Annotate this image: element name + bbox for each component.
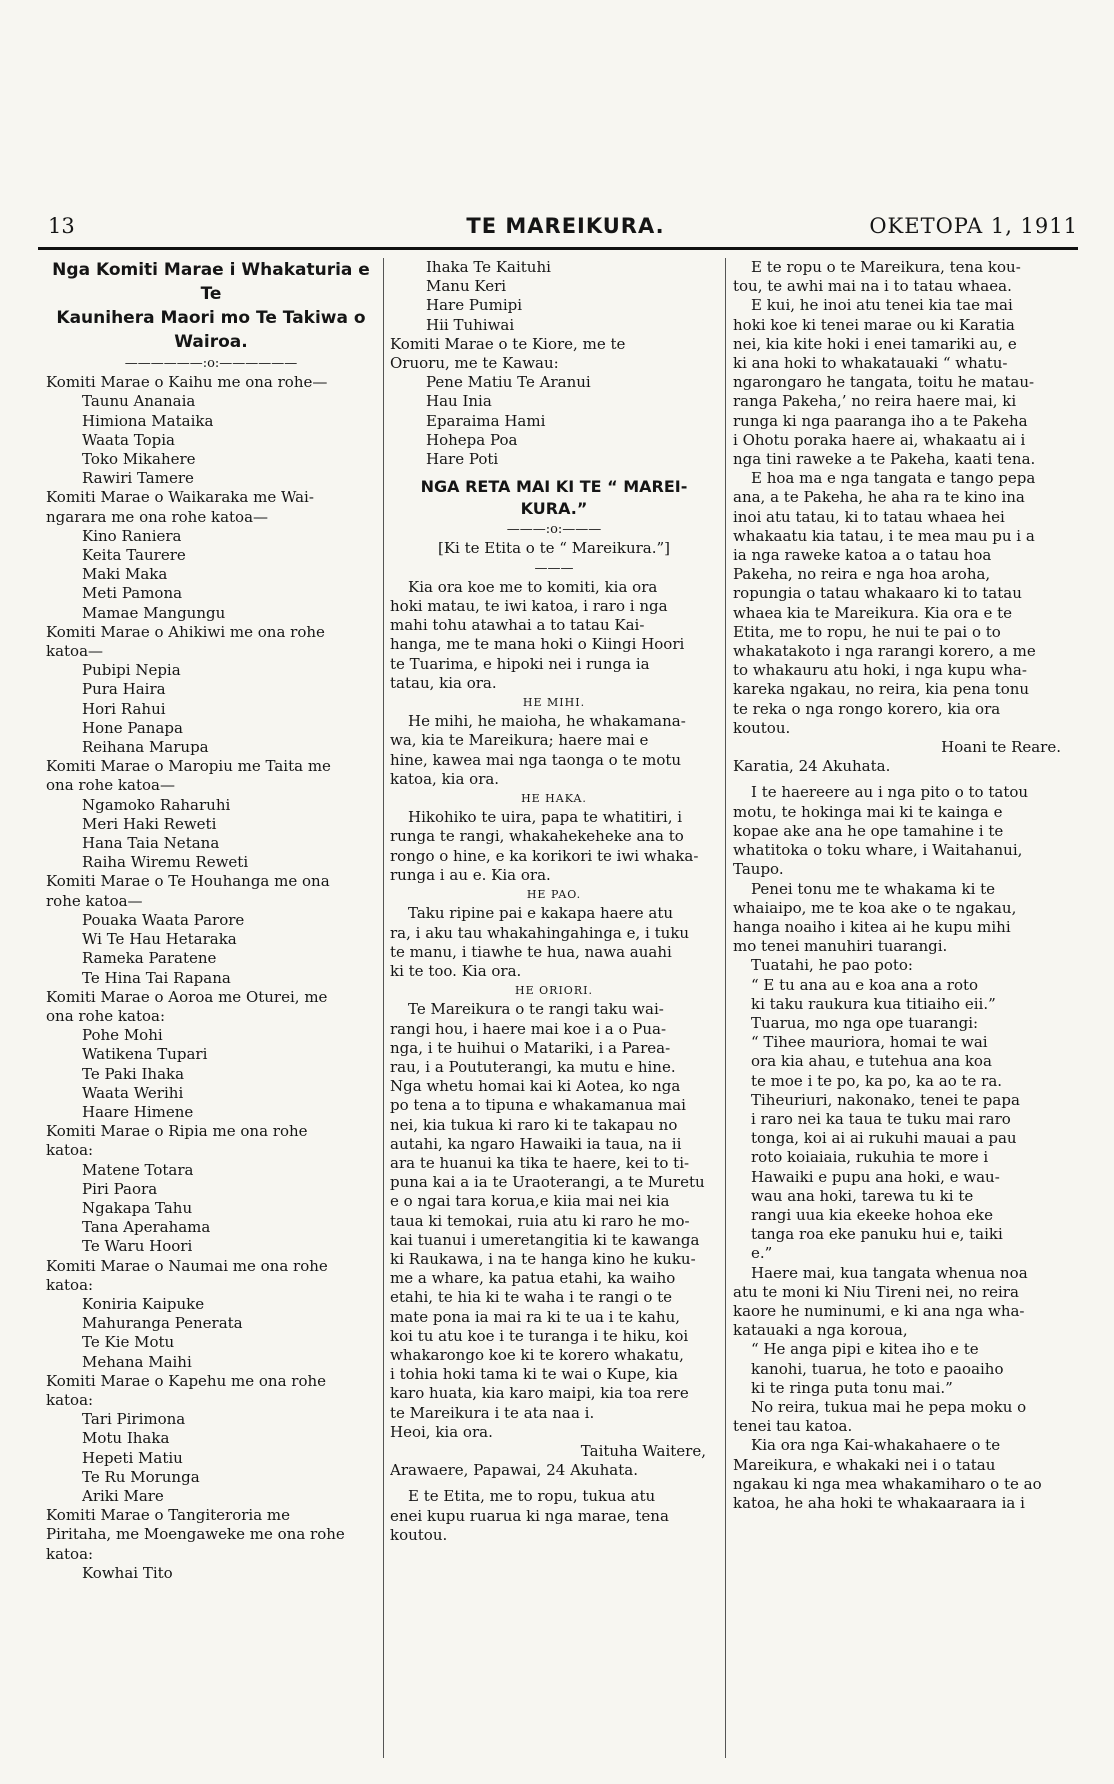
member-name: Te Kie Motu [82, 1333, 175, 1352]
committee-list [46, 373, 376, 1583]
committee-title: katoa: [46, 1390, 94, 1409]
letter-paragraph [733, 783, 1073, 879]
text-line: ranga Pakeha,’ no reira haere mai, ki [733, 392, 1017, 411]
text-line: mate pona ia mai ra ki te ua i te kahu, [390, 1307, 681, 1326]
separator: ———:o:——— [506, 522, 602, 538]
text-line: runga ki nga paaranga iho a te Pakeha [733, 411, 1028, 430]
text-line: I te haereere au i nga pito o to tatou [751, 783, 1029, 802]
committee-title: katoa: [46, 1275, 94, 1294]
column-2 [390, 258, 718, 1758]
editor-note: [Ki te Etita o te “ Mareikura.”] [437, 539, 671, 558]
member-name: Te Waru Hoori [82, 1237, 193, 1256]
quoted-verse [733, 976, 1073, 1014]
text-line: ki taku raukura kua titiaiho eii.” [751, 994, 996, 1013]
committee-title: Piritaha, me Moengaweke me ona rohe [46, 1525, 345, 1544]
committee-title: ona rohe katoa: [46, 1006, 165, 1025]
text-line: whakarongo koe ki te korero whakatu, [390, 1345, 684, 1364]
text-line: Haere mai, kua tangata whenua noa [751, 1263, 1028, 1282]
member-name: Hare Poti [426, 450, 499, 469]
place-date: Karatia, 24 Akuhata. [733, 757, 891, 776]
text-line: nei, kia tukua ki raro ki te takapau no [390, 1115, 678, 1134]
section-heading: Nga Komiti Marae i Whakaturia e Te Kaunihera Maori mo Te Takiwa o Wairoa. [52, 260, 370, 352]
letter-paragraph [390, 578, 718, 693]
text-line: kopae ake ana he ope tamahine i te [733, 821, 1004, 840]
text-line: hanga noaiho i kitea ai he kupu mihi [733, 917, 1011, 936]
column-divider [725, 258, 726, 1758]
member-name: Hare Pumipi [426, 296, 523, 315]
text-line: autahi, ka ngaro Hawaiki ia taua, na ii [390, 1134, 682, 1153]
text-line: Hawaiki e pupu ana hoki, e wau- [751, 1167, 1000, 1186]
committee-title: ngarara me ona rohe katoa— [46, 507, 269, 526]
member-name: Hii Tuhiwai [426, 315, 515, 334]
text-line: nga tini raweke a te Pakeha, kaati tena. [733, 450, 1036, 469]
member-name: Hori Rahui [82, 699, 166, 718]
quoted-verse [733, 1340, 1073, 1398]
committee-title: Komiti Marae o Kapehu me ona rohe [46, 1371, 327, 1390]
text-line: motu, te hokinga mai ki te kainga e [733, 802, 1003, 821]
member-name: Ihaka Te Kaituhi [426, 258, 551, 276]
committee-title: Komiti Marae o Kaihu me ona rohe— [46, 373, 328, 392]
letter-paragraph [390, 1487, 718, 1545]
text-line: hoki matau, te iwi katoa, i raro i nga [390, 597, 668, 616]
paragraph-intro: Tuatahi, he pao poto: [751, 956, 913, 975]
committee-list-continued [390, 258, 718, 469]
text-line: koutou. [390, 1525, 448, 1544]
place-date: Arawaere, Papawai, 24 Akuhata. [390, 1461, 638, 1480]
text-line: Kia ora nga Kai-whakahaere o te [751, 1436, 1001, 1455]
text-line: kaore he numinumi, e ki ana nga wha- [733, 1301, 1025, 1320]
column-3 [733, 258, 1073, 1758]
text-line: tatau, kia ora. [390, 673, 497, 692]
text-line: runga te rangi, whakahekeheke ana to [390, 827, 684, 846]
member-name: Hohepa Poa [426, 430, 518, 449]
member-name: Te Paki Ihaka [82, 1064, 185, 1083]
text-line: rangi uua kia ekeeke hohoa eke [751, 1205, 993, 1224]
member-name: Te Hina Tai Rapana [82, 968, 231, 987]
committee-title: Komiti Marae o Naumai me ona rohe [46, 1256, 328, 1275]
member-name: Reihana Marupa [82, 738, 209, 757]
page-number: 13 [48, 214, 75, 238]
text-line: ki te ringa puta tonu mai.” [751, 1378, 953, 1397]
member-name: Ariki Mare [82, 1486, 164, 1505]
text-line: Tiheuriuri, nakonako, tenei te papa [751, 1090, 1020, 1109]
member-name: Hepeti Matiu [82, 1448, 183, 1467]
issue-date: OKETOPA 1, 1911 [869, 214, 1078, 238]
member-name: Tari Pirimona [82, 1410, 186, 1429]
text-line: inoi atu tatau, ki to tatau whaea hei [733, 507, 1005, 526]
member-name: Koniria Kaipuke [82, 1294, 205, 1313]
text-line: ngakau ki nga mea whakamiharo o te ao [733, 1474, 1042, 1493]
text-line: taua ki temokai, ruia atu ki raro he mo- [390, 1211, 690, 1230]
text-line: Hikohiko te uira, papa te whatitiri, i [408, 808, 683, 827]
subheading: HE PAO. [526, 888, 582, 902]
committee-title: rohe katoa— [46, 891, 143, 910]
text-line: rongo o hine, e ka korikori te iwi whaka- [390, 846, 699, 865]
committee-title: Komiti Marae o Maropiu me Taita me [46, 757, 331, 776]
member-name: Manu Keri [426, 277, 507, 296]
committee-title: katoa: [46, 1544, 94, 1563]
text-line: tonga, koi ai ai rukuhi mauai a pau [751, 1129, 1017, 1148]
text-line: te manu, i tiawhe te hua, nawa auahi [390, 942, 672, 961]
member-name: Te Ru Morunga [82, 1467, 200, 1486]
member-name: Motu Ihaka [82, 1429, 170, 1448]
letter-paragraph [733, 469, 1073, 738]
letter-paragraph [390, 808, 718, 885]
dash: ——— [534, 560, 574, 576]
member-name: Maki Maka [82, 565, 168, 584]
text-line: Nga whetu homai kai ki Aotea, ko nga [390, 1077, 681, 1096]
text-line: te moe i te po, ka po, ka ao te ra. [751, 1071, 1003, 1090]
text-line: karo huata, kia karo maipi, kia toa rere [390, 1384, 689, 1403]
member-name: Ngamoko Raharuhi [82, 795, 231, 814]
text-line: ngarongaro he tangata, toitu he matau- [733, 373, 1035, 392]
text-line: mo tenei manuhiri tuarangi. [733, 937, 948, 956]
text-line: ki Raukawa, i na te hanga kino he kuku- [390, 1249, 696, 1268]
text-line: rangi hou, i haere mai koe i a o Pua- [390, 1019, 667, 1038]
text-line: Heoi, kia ora. [390, 1422, 493, 1441]
text-line: “ He anga pipi e kitea iho e te [751, 1340, 979, 1359]
text-line: kai tuanui i umeretangitia ki te kawanga [390, 1230, 700, 1249]
column-1 [46, 258, 376, 1758]
member-name: Matene Totara [82, 1160, 194, 1179]
text-line: No reira, tukua mai he pepa moku o [751, 1397, 1027, 1416]
text-line: katauaki a nga koroua, [733, 1321, 908, 1340]
text-line: hoki koe ki tenei marae ou ki Karatia [733, 315, 1015, 334]
text-line: ora kia ahau, e tutehua ana koa [751, 1052, 992, 1071]
member-name: Wi Te Hau Hetaraka [82, 930, 237, 949]
quoted-verse [733, 1033, 1073, 1263]
text-line: po tena a to tipuna e whakamanua mai [390, 1096, 686, 1115]
text-line: katoa, he aha hoki te whakaaraara ia i [733, 1494, 1025, 1512]
letter-paragraph [390, 1000, 718, 1442]
member-name: Tana Aperahama [82, 1218, 211, 1237]
paragraph-intro: Tuarua, mo nga ope tuarangi: [751, 1013, 979, 1032]
text-line: E hoa ma e nga tangata e tango pepa [751, 469, 1036, 488]
member-name: Raiha Wiremu Reweti [82, 853, 249, 872]
text-line: Etita, me to ropu, he nui te pai o to [733, 622, 1001, 641]
subheading: HE MIHI. [522, 696, 586, 710]
member-name: Meri Haki Reweti [82, 814, 217, 833]
text-line: Mareikura, e whakaki nei i o tatau [733, 1455, 996, 1474]
letter-paragraph [733, 296, 1073, 469]
text-line: ana, a te Pakeha, he aha ra te kino ina [733, 488, 1025, 507]
text-line: koi tu atu koe i te turanga i te hiku, koi [390, 1326, 689, 1345]
text-line: te reka o nga rongo korero, kia ora [733, 699, 1001, 718]
member-name: Himiona Mataika [82, 411, 214, 430]
text-line: te Tuarima, e hipoki nei i runga ia [390, 654, 650, 673]
text-line: katoa, kia ora. [390, 769, 500, 788]
member-name: Hana Taia Netana [82, 834, 220, 853]
member-name: Eparaima Hami [426, 411, 546, 430]
member-name: Taunu Ananaia [82, 392, 196, 411]
text-line: “ Tihee mauriora, homai te wai [751, 1033, 988, 1052]
committee-title: katoa: [46, 1141, 94, 1160]
text-line: kanohi, tuarua, he toto e paoaiho [751, 1359, 1004, 1378]
text-line: e.” [751, 1244, 773, 1263]
newspaper-title: TE MAREIKURA. [466, 214, 665, 238]
member-name: Ngakapa Tahu [82, 1198, 193, 1217]
text-line: Te Mareikura o te rangi taku wai- [408, 1000, 664, 1019]
member-name: Pene Matiu Te Aranui [426, 373, 591, 392]
text-line: tenei tau katoa. [733, 1417, 853, 1436]
text-line: rau, i a Poututerangi, ka mutu e hine. [390, 1057, 676, 1076]
member-name: Mamae Mangungu [82, 603, 226, 622]
committee-title: Oruoru, me te Kawau: [390, 354, 559, 373]
text-line: whakatakoto i nga rarangi korero, a me [733, 642, 1036, 661]
member-name: Mehana Maihi [82, 1352, 192, 1371]
text-line: ia nga raweke katoa a o tatau hoa [733, 546, 992, 565]
text-line: i Ohotu poraka haere ai, whakaatu ai i [733, 430, 1026, 449]
text-line: wa, kia te Mareikura; haere mai e [390, 731, 649, 750]
member-name: Kino Raniera [82, 526, 182, 545]
letter-paragraph [733, 258, 1073, 296]
letter-paragraph [733, 1264, 1073, 1341]
text-line: whatitoka o toku whare, i Waitahanui, [733, 841, 1023, 860]
member-name: Pohe Mohi [82, 1026, 163, 1045]
page-header [38, 214, 1078, 244]
text-line: whaiaipo, me te koa ake o te ngakau, [733, 898, 1017, 917]
text-line: puna kai a ia te Uraoterangi, a te Muretu [390, 1173, 705, 1192]
member-name: Pouaka Waata Parore [82, 910, 245, 929]
member-name: Waata Topia [82, 430, 175, 449]
text-line: enei kupu ruarua ki nga marae, tena [390, 1506, 669, 1525]
member-name: Rameka Paratene [82, 949, 217, 968]
member-name: Toko Mikahere [82, 450, 196, 469]
letter-paragraph [733, 1398, 1073, 1436]
text-line: to whakauru atu hoki, i nga kupu wha- [733, 661, 1027, 680]
committee-title: Komiti Marae o Tangiteroria me [46, 1506, 291, 1525]
member-name: Haare Himene [82, 1102, 194, 1121]
text-line: “ E tu ana au e koa ana a roto [751, 975, 979, 994]
text-line: tanga roa eke panuku hui e, taiki [751, 1225, 1003, 1244]
text-line: me a whare, ka patua etahi, ka waiho [390, 1269, 676, 1288]
header-rule [38, 247, 1078, 250]
committee-title: ona rohe katoa— [46, 776, 175, 795]
column-divider [383, 258, 384, 1758]
text-line: mahi tohu atawhai a to tatau Kai- [390, 616, 645, 635]
text-line: E te Etita, me to ropu, tukua atu [408, 1487, 656, 1506]
subheading: HE ORIORI. [515, 984, 593, 998]
member-name: Watikena Tupari [82, 1045, 208, 1064]
text-line: whaea kia te Mareikura. Kia ora e te [733, 603, 1013, 622]
text-line: Penei tonu me te whakama ki te [751, 879, 996, 898]
member-name: Pura Haira [82, 680, 166, 699]
text-line: ki ana hoki to whakatauaki “ whatu- [733, 354, 1008, 373]
text-line: whakaatu kia tatau, i te mea mau pu i a [733, 526, 1035, 545]
committee-title: Komiti Marae o Waikaraka me Wai- [46, 488, 314, 507]
letter-paragraph [733, 1436, 1073, 1513]
text-line: E te ropu o te Mareikura, tena kou- [751, 258, 1021, 276]
letter-paragraph [390, 904, 718, 981]
member-name: Hau Inia [426, 392, 492, 411]
text-line: nga, i te huihui o Matariki, i a Parea- [390, 1038, 671, 1057]
committee-title: Komiti Marae o Te Houhanga me ona [46, 872, 330, 891]
member-name: Kowhai Tito [82, 1563, 173, 1582]
member-name: Mahuranga Penerata [82, 1314, 243, 1333]
letters-heading: NGA RETA MAI KI TE “ MAREI- KURA.” [420, 477, 688, 519]
text-line: kareka ngakau, no reira, kia pena tonu [733, 680, 1030, 699]
text-line: e o ngai tara korua,e kiia mai nei kia [390, 1192, 670, 1211]
text-line: E kui, he inoi atu tenei kia tae mai [751, 296, 1013, 315]
member-name: Pubipi Nepia [82, 661, 181, 680]
text-line: Kia ora koe me to komiti, kia ora [408, 577, 658, 596]
text-line: atu te moni ki Niu Tireni nei, no reira [733, 1282, 1019, 1301]
member-name: Piri Paora [82, 1179, 158, 1198]
member-name: Waata Werihi [82, 1083, 184, 1102]
text-line: nei, kia kite hoki i enei tamariki au, e [733, 334, 1017, 353]
text-line: hine, kawea mai nga taonga o te motu [390, 750, 682, 769]
subheading: HE HAKA. [521, 792, 587, 806]
text-line: hanga, me te mana hoki o Kiingi Hoori [390, 635, 685, 654]
text-line: Pakeha, no reira e nga hoa aroha, [733, 565, 991, 584]
member-name: Rawiri Tamere [82, 469, 194, 488]
text-line: ropungia o tatau whakaaro ki to tatau [733, 584, 1022, 603]
separator: ——————:o:—————— [124, 356, 298, 371]
committee-title: Komiti Marae o Ripia me ona rohe [46, 1122, 308, 1141]
text-line: roto koiaiaia, rukuhia te more i [751, 1148, 989, 1167]
committee-title: katoa— [46, 642, 104, 661]
member-name: Keita Taurere [82, 546, 186, 565]
letter-paragraph [733, 880, 1073, 957]
text-line: ki te too. Kia ora. [390, 961, 522, 980]
member-name: Meti Pamona [82, 584, 183, 603]
signature: Taituha Waitere, [580, 1441, 706, 1460]
member-name: Hone Panapa [82, 718, 183, 737]
text-line: Taku ripine pai e kakapa haere atu [408, 904, 674, 923]
committee-title: Komiti Marae o te Kiore, me te [390, 334, 626, 353]
committee-title: Komiti Marae o Ahikiwi me ona rohe [46, 622, 325, 641]
text-line: He mihi, he maioha, he whakamana- [408, 712, 686, 731]
text-line: ra, i aku tau whakahingahinga e, i tuku [390, 923, 690, 942]
text-line: te Mareikura i te ata naa i. [390, 1403, 595, 1422]
text-line: etahi, te hia ki te waha i te rangi o te [390, 1288, 673, 1307]
text-line: Taupo. [733, 860, 784, 879]
text-line: runga i au e. Kia ora. [390, 865, 551, 884]
committee-title: Komiti Marae o Aoroa me Oturei, me [46, 987, 328, 1006]
text-line: wau ana hoki, tarewa tu ki te [751, 1186, 974, 1205]
signature: Hoani te Reare. [941, 738, 1061, 757]
text-line: i tohia hoki tama ki te wai o Kupe, kia [390, 1365, 678, 1384]
text-line: tou, te awhi mai na i to tatau whaea. [733, 277, 1012, 296]
text-line: i raro nei ka taua te tuku mai raro [751, 1109, 1011, 1128]
letter-paragraph [390, 712, 718, 789]
text-line: ara te huanui ka tika te haere, kei to ti- [390, 1153, 690, 1172]
text-line: koutou. [733, 718, 791, 737]
